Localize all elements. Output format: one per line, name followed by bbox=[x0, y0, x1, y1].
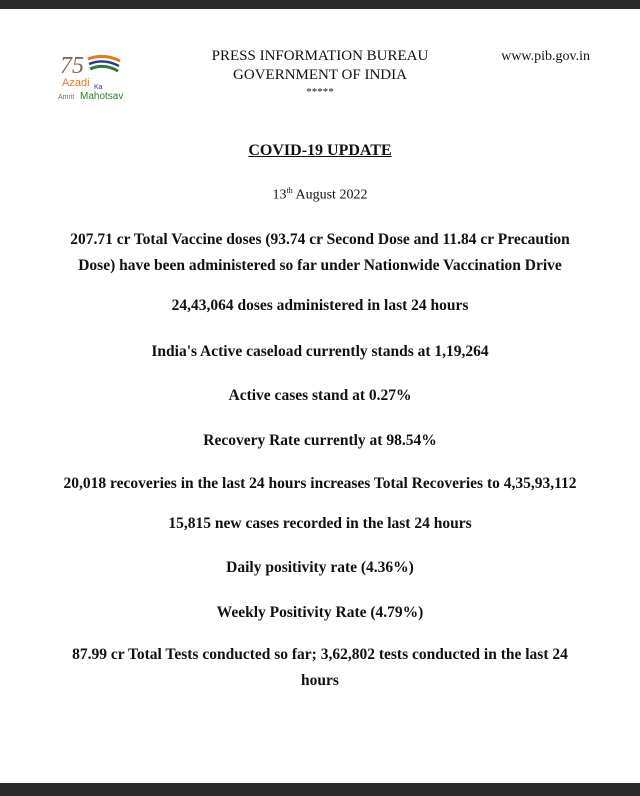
org-line-1: PRESS INFORMATION BUREAU bbox=[211, 48, 429, 64]
update-item-doses-24h: 24,43,064 doses administered in last 24 hours bbox=[171, 297, 469, 314]
release-date bbox=[0, 186, 640, 204]
header-separator: ***** bbox=[306, 86, 334, 98]
update-item-active-caseload: India's Active caseload currently stands at 1,19,264 bbox=[151, 343, 489, 360]
update-item-new-cases: 15,815 new cases recorded in the last 24 hours bbox=[168, 515, 472, 532]
logo-text-amrit: Amrit bbox=[58, 94, 75, 101]
bottom-edge bbox=[0, 783, 640, 796]
logo-text-mahotsav: Mahotsav bbox=[80, 91, 124, 102]
update-list bbox=[60, 227, 580, 694]
logo-graphic bbox=[58, 49, 168, 105]
header-organization bbox=[170, 47, 470, 99]
azadi-ka-amrit-mahotsav-logo bbox=[58, 49, 168, 105]
update-item-weekly-positivity: Weekly Positivity Rate (4.79%) bbox=[216, 604, 424, 621]
update-item-daily-positivity: Daily positivity rate (4.36%) bbox=[226, 559, 414, 576]
date-suffix: th bbox=[286, 186, 293, 195]
logo-text-ka: Ka bbox=[94, 84, 103, 91]
date-day: 13 bbox=[272, 187, 287, 203]
update-item-recovery-rate: Recovery Rate currently at 98.54% bbox=[203, 432, 437, 449]
page-title: COVID-19 UPDATE bbox=[248, 142, 392, 159]
update-item-recoveries: 20,018 recoveries in the last 24 hours increases Total Recoveries to 4,35,93,112 bbox=[63, 475, 577, 492]
org-line-2: GOVERNMENT OF INDIA bbox=[233, 67, 407, 83]
update-item-total-tests: 87.99 cr Total Tests conducted so far; 3,62,802 tests conducted in the last 24 hours bbox=[72, 646, 568, 689]
update-item-active-cases: Active cases stand at 0.27% bbox=[228, 387, 412, 404]
update-item-vaccine-doses: 207.71 cr Total Vaccine doses (93.74 cr Second Dose and 11.84 cr Precaution Dose) have been administered so far under Nationwide Vaccination Drive bbox=[70, 231, 570, 274]
logo-numeral: 75 bbox=[60, 53, 84, 79]
logo-text-azadi: Azadi bbox=[62, 77, 90, 89]
date-rest: August 2022 bbox=[295, 187, 368, 203]
website-url: www.pib.gov.in bbox=[501, 49, 590, 64]
document-page bbox=[0, 9, 640, 783]
